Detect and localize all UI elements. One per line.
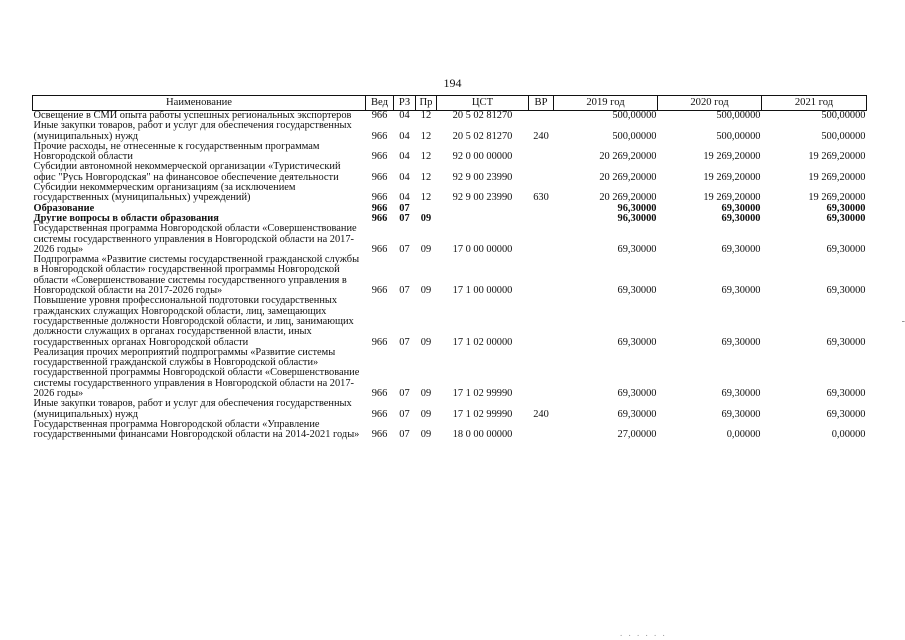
cell-pr: 09 xyxy=(420,243,432,255)
cell-rz: 07 xyxy=(399,388,410,400)
cell-name: Государственная программа Новгородской области «Совершенствование системы государственного управления в Новгородской области на 2017-2026 годы» xyxy=(33,223,357,255)
cell-cst: 18 0 00 00000 xyxy=(452,429,513,441)
cell-2019: 96,30000 xyxy=(617,202,657,214)
cell-cst: 17 0 00 00000 xyxy=(452,243,513,255)
header-2020: 2020 год xyxy=(658,96,762,111)
cell-rz: 07 xyxy=(399,212,410,224)
table-row xyxy=(33,162,867,183)
cell-rz: 07 xyxy=(399,408,410,420)
cell-pr: 12 xyxy=(420,192,432,204)
cell-name: Субсидии автономной некоммерческой организации «Туристический офис "Русь Новгородская" на финансовое обеспечение деятельности xyxy=(33,161,341,183)
scan-mark: - xyxy=(901,316,905,327)
table-row xyxy=(33,420,867,441)
cell-2019: 27,00000 xyxy=(617,429,657,441)
cell-pr: 12 xyxy=(420,151,432,163)
cell-cst: 92 9 00 23990 xyxy=(452,192,513,204)
table-row xyxy=(33,121,867,142)
cell-2019: 96,30000 xyxy=(617,212,657,224)
cell-2019: 20 269,20000 xyxy=(599,171,657,183)
cell-ved: 966 xyxy=(371,151,388,163)
cell-name: Прочие расходы, не отнесенные к государственным программам Новгородской области xyxy=(33,140,320,163)
cell-pr: 09 xyxy=(420,285,432,297)
cell-2021: 69,30000 xyxy=(826,243,866,255)
cell-rz: 07 xyxy=(399,285,410,297)
cell-2019: 69,30000 xyxy=(617,408,657,420)
cell-2019: 69,30000 xyxy=(617,243,657,255)
cell-vr xyxy=(529,162,554,183)
cell-rz: 04 xyxy=(399,130,410,142)
cell-vr: 240 xyxy=(533,130,549,142)
table-row xyxy=(33,255,867,296)
cell-2021: 19 269,20000 xyxy=(808,171,866,183)
cell-pr: 12 xyxy=(420,130,432,142)
cell-rz: 04 xyxy=(399,151,410,163)
table-body xyxy=(33,111,867,441)
cell-2020: 0,00000 xyxy=(726,429,761,441)
cell-2019: 69,30000 xyxy=(617,285,657,297)
cell-pr: 09 xyxy=(420,336,432,348)
table-row xyxy=(33,296,867,347)
cell-rz: 04 xyxy=(399,192,410,204)
cell-pr: 09 xyxy=(420,408,432,420)
cell-2020: 69,30000 xyxy=(721,243,761,255)
cell-name: Реализация прочих мероприятий подпрограммы «Развитие системы государственной гражданской службы в Новгородской области» государственной программы Новгородской области «Совершенствование системы государственного управления в Новгородской области на 2017-2026 годы» xyxy=(33,346,360,400)
cell-name: Иные закупки товаров, работ и услуг для обеспечения государственных (муниципальных) нужд xyxy=(33,398,352,420)
cell-2020: 500,00000 xyxy=(716,130,761,142)
cell-cst: 20 5 02 81270 xyxy=(452,110,513,121)
header-ved: Вед xyxy=(366,96,394,111)
cell-ved: 966 xyxy=(371,202,388,214)
header-name: Наименование xyxy=(33,96,366,111)
cell-name: Другие вопросы в области образования xyxy=(33,212,219,224)
cell-2020: 69,30000 xyxy=(721,202,761,214)
cell-2021: 69,30000 xyxy=(826,336,866,348)
cell-2021: 500,00000 xyxy=(821,110,866,121)
table-row xyxy=(33,348,867,399)
cell-vr xyxy=(529,420,554,441)
cell-2020: 500,00000 xyxy=(716,110,761,121)
cell-2020: 69,30000 xyxy=(721,285,761,297)
page-number: 194 xyxy=(443,76,462,90)
cell-vr xyxy=(529,142,554,163)
cell-cst: 20 5 02 81270 xyxy=(452,130,513,142)
cell-pr: 12 xyxy=(420,171,432,183)
cell-2021: 19 269,20000 xyxy=(808,151,866,163)
cell-ved: 966 xyxy=(371,243,388,255)
cell-cst: 92 0 00 00000 xyxy=(452,151,513,163)
cell-vr xyxy=(529,348,554,399)
header-pr: Пр xyxy=(416,96,437,111)
budget-table xyxy=(32,95,867,441)
cell-2020: 69,30000 xyxy=(721,336,761,348)
cell-ved: 966 xyxy=(371,110,388,121)
cell-2021: 69,30000 xyxy=(826,285,866,297)
cell-2019: 20 269,20000 xyxy=(599,151,657,163)
cell-rz: 07 xyxy=(399,429,410,441)
table-row xyxy=(33,142,867,163)
cell-vr xyxy=(529,214,554,224)
cell-cst xyxy=(437,214,529,224)
cell-2021: 69,30000 xyxy=(826,408,866,420)
table-row xyxy=(33,399,867,420)
cell-vr xyxy=(529,204,554,214)
cell-2020: 69,30000 xyxy=(721,408,761,420)
cell-rz: 07 xyxy=(399,336,410,348)
cell-rz: 04 xyxy=(399,110,410,121)
cell-2019: 69,30000 xyxy=(617,388,657,400)
cell-pr: 12 xyxy=(420,110,432,121)
cell-vr xyxy=(529,296,554,347)
cell-2019: 500,00000 xyxy=(612,130,657,142)
cell-cst: 17 1 02 99990 xyxy=(452,388,513,400)
cell-2019: 500,00000 xyxy=(612,110,657,121)
cell-cst: 17 1 00 00000 xyxy=(452,285,513,297)
header-2019: 2019 год xyxy=(554,96,658,111)
cell-rz: 04 xyxy=(399,171,410,183)
cell-2021: 500,00000 xyxy=(821,130,866,142)
cell-ved: 966 xyxy=(371,388,388,400)
cell-2021: 69,30000 xyxy=(826,202,866,214)
cell-ved: 966 xyxy=(371,429,388,441)
cell-pr: 09 xyxy=(420,212,432,224)
cell-name: Иные закупки товаров, работ и услуг для обеспечения государственных (муниципальных) нужд xyxy=(33,120,352,142)
cell-2020: 19 269,20000 xyxy=(703,192,761,204)
cell-vr xyxy=(529,111,554,122)
cell-vr xyxy=(529,255,554,296)
cell-name: Образование xyxy=(33,202,95,214)
cell-cst: 17 1 02 99990 xyxy=(452,408,513,420)
header-rz: РЗ xyxy=(394,96,416,111)
cell-2021: 19 269,20000 xyxy=(808,192,866,204)
table-header-row xyxy=(33,96,867,111)
cell-ved: 966 xyxy=(371,285,388,297)
cell-name: Подпрограмма «Развитие системы государственной гражданской службы в Новгородской области» государственной программы Новгородской области «Совершенствование системы государственного управления в Новгородской области на 2017-2026 годы» xyxy=(33,254,360,297)
cell-pr: 09 xyxy=(420,429,432,441)
cell-pr: 09 xyxy=(420,388,432,400)
cell-name: Повышение уровня профессиональной подготовки государственных гражданских служащих Новгородской области, лиц, замещающих государственные должности Новгородской области, и лиц, занимающих должности служащих в органах государственной власти, иных государственных органах Новгородской области xyxy=(33,295,354,348)
cell-vr: 240 xyxy=(533,408,549,420)
cell-vr: 630 xyxy=(533,192,549,204)
cell-2021: 69,30000 xyxy=(826,388,866,400)
cell-name: Субсидии некоммерческим организациям (за исключением государственных (муниципальных) учреждений) xyxy=(33,182,296,204)
table-row xyxy=(33,224,867,255)
header-2021: 2021 год xyxy=(762,96,867,111)
cell-2020: 19 269,20000 xyxy=(703,171,761,183)
cell-2019: 20 269,20000 xyxy=(599,192,657,204)
cell-ved: 966 xyxy=(371,130,388,142)
cell-rz: 07 xyxy=(399,202,410,214)
cell-ved: 966 xyxy=(371,192,388,204)
cell-2021: 0,00000 xyxy=(831,429,866,441)
cell-cst: 92 9 00 23990 xyxy=(452,171,513,183)
cell-ved: 966 xyxy=(371,336,388,348)
header-cst: ЦСТ xyxy=(437,96,529,111)
cell-2019: 69,30000 xyxy=(617,336,657,348)
table-row xyxy=(33,183,867,204)
cell-ved: 966 xyxy=(371,171,388,183)
cell-rz: 07 xyxy=(399,243,410,255)
cell-name: Государственная программа Новгородской области «Управление государственными финансами Новгородской области на 2014-2021 годы» xyxy=(33,418,360,441)
cell-vr xyxy=(529,224,554,255)
cell-ved: 966 xyxy=(371,212,388,224)
scan-specks: . . . . . . xyxy=(620,628,667,638)
cell-2021: 69,30000 xyxy=(826,212,866,224)
cell-2020: 19 269,20000 xyxy=(703,151,761,163)
cell-ved: 966 xyxy=(371,408,388,420)
cell-2020: 69,30000 xyxy=(721,212,761,224)
cell-cst xyxy=(437,204,529,214)
cell-2020: 69,30000 xyxy=(721,388,761,400)
cell-cst: 17 1 02 00000 xyxy=(452,336,513,348)
cell-name: Освещение в СМИ опыта работы успешных региональных экспортеров xyxy=(33,110,352,121)
header-vr: ВР xyxy=(529,96,554,111)
